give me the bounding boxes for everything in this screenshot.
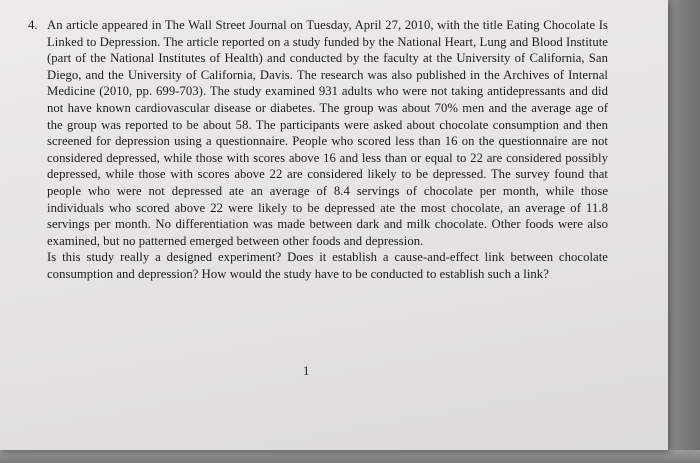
problem-text: An article appeared in The Wall Street Journal on Tuesday, April 27, 2010, with the title Eating Chocolate Is Linked to Depression. The article reported on a study funded by the National Heart, Lung and Blood Institute (part of the National Institutes of Health) and conducted by the faculty at the University of California, San Diego, and the University of California, Davis. The research was also published in the Archives of Internal Medicine (2010, pp. 699-703). The study examined 931 adults who were not taking antidepressants and did not have known cardiovascular disease or diabetes. The group was about 70% men and the average age of the group was reported to be about 58. The participants were asked about chocolate consumption and then screened for depression using a questionnaire. People who scored less than 16 on the questionnaire are not considered depressed, while those with scores above 16 and less than or equal to 22 are considered possibly depressed, while those with scores above 22 are considered likely to be depressed. The survey found that people who were not depressed ate an average of 8.4 servings of chocolate per month, while those individuals who scored above 22 were likely to be depressed ate the most chocolate, an average of 11.8 servings per month. No differentiation was made between dark and milk chocolate. Other foods were also examined, but no patterned emerged between other foods and depression. — [47, 18, 608, 248]
problem-4 — [28, 17, 608, 283]
desk-edge-bottom — [0, 450, 700, 463]
problem-paragraph-1 — [28, 17, 608, 249]
desk-edge-right — [668, 0, 700, 463]
problem-number: 4. — [28, 18, 38, 32]
page-number: 1 — [303, 364, 310, 378]
problem-paragraph-2: Is this study really a designed experiment? Does it establish a cause-and-effect link between chocolate consumption and depression? How would the study have to be conducted to establish such a link? — [47, 250, 608, 281]
